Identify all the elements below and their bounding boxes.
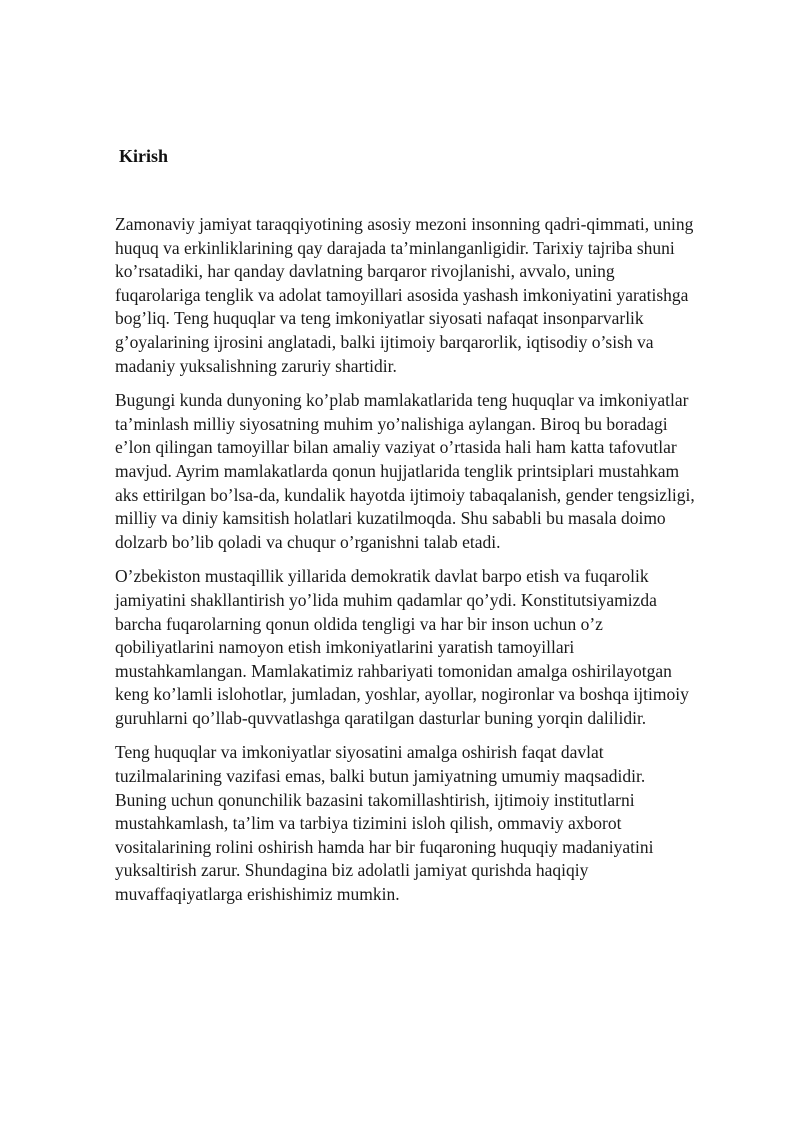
text-line: mustahkamlash, ta’lim va tarbiya tizimini isloh qilish, ommaviy axborot (115, 813, 622, 834)
text-line: keng ko’lamli islohotlar, jumladan, yoshlar, ayollar, nogironlar va boshqa ijtimoiy (115, 684, 689, 705)
text-line: bog’liq. Teng huquqlar va teng imkoniyatlar siyosati nafaqat insonparvarlik (115, 308, 644, 329)
text-line: e’lon qilingan tamoyillar bilan amaliy vaziyat o’rtasida hali ham katta tafovutlar (115, 437, 677, 458)
paragraph (115, 565, 705, 730)
text-line: aks ettirilgan bo’lsa-da, kundalik hayotda ijtimoiy tabaqalanish, gender tengsizligi, (115, 484, 695, 505)
text-line: O’zbekiston mustaqillik yillarida demokratik davlat barpo etish va fuqarolik (115, 566, 649, 587)
text-line: tuzilmalarining vazifasi emas, balki butun jamiyatning umumiy maqsadidir. (115, 766, 646, 787)
text-line: mavjud. Ayrim mamlakatlarda qonun hujjatlarida tenglik printsiplari mustahkam (115, 460, 680, 481)
section-heading: Kirish (119, 146, 169, 166)
text-line: Teng huquqlar va imkoniyatlar siyosatini amalga oshirish faqat davlat (115, 742, 604, 763)
paragraph (115, 213, 705, 378)
text-line: qobiliyatlarini namoyon etish imkoniyatlarini yaratish tamoyillari (115, 637, 575, 658)
text-line: muvaffaqiyatlarga erishishimiz mumkin. (115, 884, 400, 905)
text-line: barcha fuqarolarning qonun oldida tengligi va har bir inson uchun o’z (115, 613, 603, 634)
text-line: Zamonaviy jamiyat taraqqiyotining asosiy mezoni insonning qadri-qimmati, uning (115, 214, 694, 234)
text-line: ta’minlash milliy siyosatning muhim yo’nalishiga aylangan. Biroq bu boradagi (115, 413, 668, 434)
text-line: milliy va diniy kamsitish holatlari kuzatilmoqda. Shu sababli bu masala doimo (115, 508, 666, 529)
body-text (115, 213, 705, 918)
text-line: dolzarb bo’lib qoladi va chuqur o’rganishni talab etadi. (115, 531, 501, 552)
text-line: fuqarolariga tenglik va adolat tamoyillari asosida yashash imkoniyatini yaratishga (115, 284, 689, 305)
text-line: mustahkamlangan. Mamlakatimiz rahbariyati tomonidan amalga oshirilayotgan (115, 660, 672, 681)
text-line: guruhlarni qo’llab-quvvatlashga qaratilgan dasturlar buning yorqin dalilidir. (115, 707, 647, 728)
paragraph (115, 389, 705, 554)
text-line: madaniy yuksalishning zaruriy shartidir. (115, 355, 397, 376)
paragraph (115, 741, 705, 906)
text-line: vositalarining rolini oshirish hamda har bir fuqaroning huquqiy madaniyatini (115, 836, 654, 857)
text-line: ko’rsatadiki, har qanday davlatning barqaror rivojlanishi, avvalo, uning (115, 261, 615, 282)
text-line: huquq va erkinliklarining qay darajada ta’minlanganligidir. Tarixiy tajriba shuni (115, 237, 675, 258)
text-line: Bugungi kunda dunyoning ko’plab mamlakatlarida teng huquqlar va imkoniyatlar (115, 390, 689, 411)
text-line: yuksaltirish zarur. Shundagina biz adolatli jamiyat qurishda haqiqiy (115, 860, 589, 881)
text-line: g’oyalarining ijrosini anglatadi, balki ijtimoiy barqarorlik, iqtisodiy o’sish va (115, 331, 654, 352)
text-line: jamiyatini shakllantirish yo’lida muhim qadamlar qo’ydi. Konstitutsiyamizda (115, 589, 657, 610)
text-line: Buning uchun qonunchilik bazasini takomillashtirish, ijtimoiy institutlarni (115, 789, 635, 810)
